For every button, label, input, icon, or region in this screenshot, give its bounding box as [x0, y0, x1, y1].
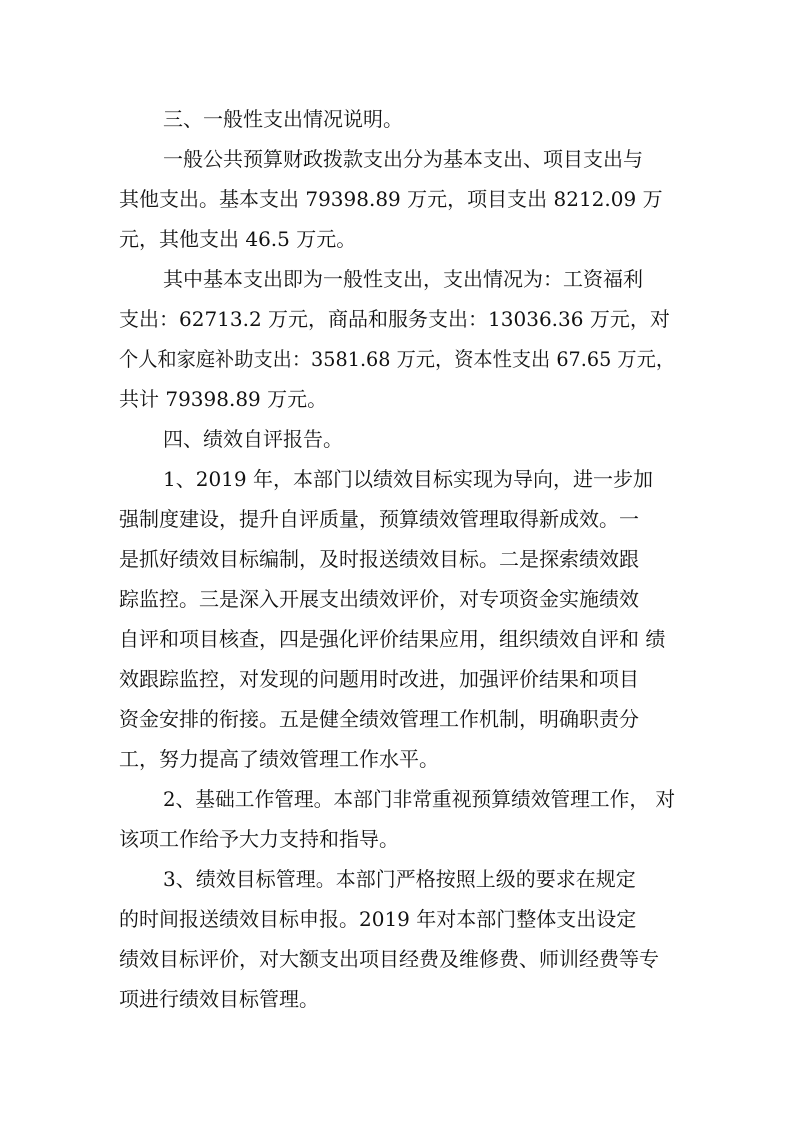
paragraph-line: 一般公共预算财政拨款支出分为基本支出、项目支出与 [163, 147, 643, 171]
section-heading-3: 三、一般性支出情况说明。 [163, 107, 403, 131]
paragraph-line: 强制度建设，提升自评质量，预算绩效管理取得新成效。一 [119, 507, 639, 531]
paragraph-line: 资金安排的衔接。五是健全绩效管理工作机制，明确职责分 [119, 707, 639, 731]
paragraph-line: 3、绩效目标管理。本部门严格按照上级的要求在规定 [163, 867, 636, 891]
section-heading-4: 四、绩效自评报告。 [163, 427, 343, 451]
paragraph-line: 共计 79398.89 万元。 [119, 387, 328, 411]
paragraph-line: 其中基本支出即为一般性支出，支出情况为：工资福利 [163, 267, 643, 291]
paragraph-line: 项进行绩效目标管理。 [119, 987, 319, 1011]
paragraph-line: 是抓好绩效目标编制，及时报送绩效目标。二是探索绩效跟 [119, 547, 639, 571]
paragraph-line: 个人和家庭补助支出：3581.68 万元，资本性支出 67.65 万元， [119, 347, 676, 371]
paragraph-line: 该项工作给予大力支持和指导。 [119, 827, 399, 851]
paragraph-line: 1、2019 年，本部门以绩效目标实现为导向，进一步加 [163, 467, 653, 491]
paragraph-line: 支出：62713.2 万元，商品和服务支出：13036.36 万元，对 [119, 307, 670, 331]
paragraph-line: 2、基础工作管理。本部门非常重视预算绩效管理工作， 对 [163, 787, 676, 811]
paragraph-line: 元，其他支出 46.5 万元。 [119, 227, 357, 251]
paragraph-line: 工，努力提高了绩效管理工作水平。 [119, 747, 439, 771]
paragraph-line: 效跟踪监控，对发现的问题用时改进，加强评价结果和项目 [119, 667, 639, 691]
paragraph-line: 其他支出。基本支出 79398.89 万元，项目支出 8212.09 万 [119, 187, 663, 211]
paragraph-line: 踪监控。三是深入开展支出绩效评价，对专项资金实施绩效 [119, 587, 639, 611]
paragraph-line: 绩效目标评价，对大额支出项目经费及维修费、师训经费等专 [119, 947, 659, 971]
paragraph-line: 自评和项目核查，四是强化评价结果应用，组织绩效自评和 绩 [119, 627, 666, 651]
paragraph-line: 的时间报送绩效目标申报。2019 年对本部门整体支出设定 [119, 907, 637, 931]
